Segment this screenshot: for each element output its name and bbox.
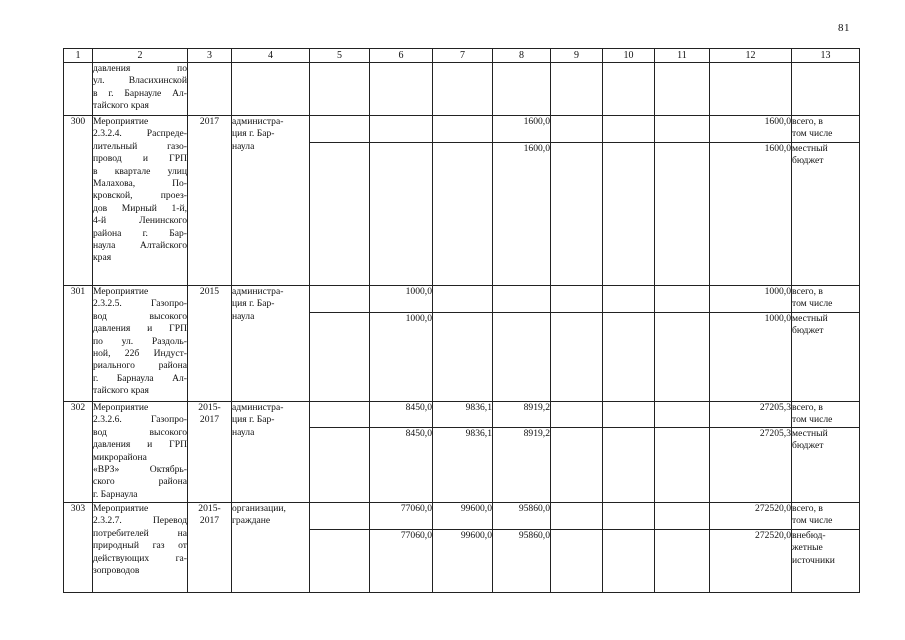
value-cell bbox=[433, 286, 493, 313]
description-line: потребителей на bbox=[93, 527, 187, 539]
description-line: Мероприятие bbox=[93, 116, 149, 127]
description-line: Мероприятие bbox=[93, 503, 149, 514]
description-line: зопроводов bbox=[93, 565, 140, 577]
value-cell bbox=[310, 503, 370, 530]
description-line: 2.3.2.7. Перевод bbox=[93, 515, 187, 527]
source-line: бюджет bbox=[792, 155, 824, 167]
value-cell bbox=[603, 503, 655, 530]
description-line: 2.3.2.6. Газопро- bbox=[93, 414, 187, 426]
description-line: края bbox=[93, 252, 112, 264]
value-cell bbox=[655, 143, 710, 286]
description-line: в квартале улиц bbox=[93, 165, 187, 177]
year-cell bbox=[188, 116, 232, 286]
description-line: действующих га- bbox=[93, 552, 187, 564]
description-line: тайского края bbox=[93, 385, 149, 397]
table-row bbox=[64, 402, 860, 428]
source-line: всего, в bbox=[792, 402, 823, 413]
value-cell bbox=[655, 428, 710, 503]
source-cell bbox=[792, 530, 860, 593]
executor-line: администра- bbox=[232, 116, 284, 127]
column-header: 9 bbox=[551, 49, 603, 63]
value-cell: 1000,0 bbox=[370, 313, 433, 402]
value-cell: 95860,0 bbox=[493, 503, 551, 530]
value-cell bbox=[551, 313, 603, 402]
executor-cell bbox=[232, 503, 310, 593]
value-cell bbox=[551, 530, 603, 593]
description-line: ского района bbox=[93, 476, 187, 488]
executor-cell bbox=[232, 116, 310, 286]
value-cell bbox=[551, 503, 603, 530]
year-cell bbox=[188, 503, 232, 593]
page-number: 81 bbox=[838, 22, 850, 34]
year-cell bbox=[188, 63, 232, 116]
source-line: всего, в bbox=[792, 116, 823, 127]
value-cell: 77060,0 bbox=[370, 530, 433, 593]
value-cell: 1600,0 bbox=[493, 143, 551, 286]
value-cell bbox=[655, 286, 710, 313]
source-cell bbox=[792, 63, 860, 116]
value-cell bbox=[310, 402, 370, 428]
description-line: вод высокого bbox=[93, 426, 187, 438]
row-number-cell: 302 bbox=[64, 402, 93, 503]
source-line: том числе bbox=[792, 298, 833, 310]
row-number-cell: 300 bbox=[64, 116, 93, 286]
column-header: 3 bbox=[188, 49, 232, 63]
description-cell bbox=[93, 286, 188, 402]
row-number-cell bbox=[64, 63, 93, 116]
value-cell bbox=[603, 286, 655, 313]
description-line: давления и ГРП bbox=[93, 439, 187, 451]
description-cell bbox=[93, 503, 188, 593]
total-cell: 272520,0 bbox=[710, 530, 792, 593]
column-header: 1 bbox=[64, 49, 93, 63]
description-line: г. Барнаула bbox=[93, 488, 138, 500]
column-header: 12 bbox=[710, 49, 792, 63]
description-line: г. Барнаула Ал- bbox=[93, 372, 187, 384]
executor-line: наула bbox=[232, 310, 255, 322]
value-cell: 99600,0 bbox=[433, 503, 493, 530]
value-cell bbox=[603, 313, 655, 402]
source-line: местный bbox=[792, 428, 828, 439]
value-cell bbox=[370, 63, 433, 116]
description-line: «ВРЗ» Октябрь- bbox=[93, 464, 187, 476]
value-cell: 8919,2 bbox=[493, 402, 551, 428]
source-cell bbox=[792, 116, 860, 143]
description-line: микрорайона bbox=[93, 451, 147, 463]
description-line: давления по bbox=[93, 63, 187, 74]
column-header: 11 bbox=[655, 49, 710, 63]
value-cell bbox=[310, 428, 370, 503]
value-cell: 77060,0 bbox=[370, 503, 433, 530]
value-cell bbox=[310, 286, 370, 313]
value-cell: 8450,0 bbox=[370, 428, 433, 503]
value-cell bbox=[370, 143, 433, 286]
description-line: 4-й Ленинского bbox=[93, 215, 187, 227]
executor-line: ция г. Бар- bbox=[232, 298, 275, 310]
table-row bbox=[64, 503, 860, 530]
value-cell bbox=[603, 116, 655, 143]
description-line: лительный газо- bbox=[93, 140, 187, 152]
column-header: 7 bbox=[433, 49, 493, 63]
executor-line: наула bbox=[232, 426, 255, 438]
source-line: всего, в bbox=[792, 286, 823, 297]
value-cell bbox=[551, 286, 603, 313]
description-line: давления и ГРП bbox=[93, 323, 187, 335]
source-line: бюджет bbox=[792, 440, 824, 452]
value-cell bbox=[551, 402, 603, 428]
value-cell bbox=[655, 530, 710, 593]
executor-line: организации, bbox=[232, 503, 286, 514]
executor-line: администра- bbox=[232, 402, 284, 413]
table-row bbox=[64, 116, 860, 143]
value-cell bbox=[603, 530, 655, 593]
value-cell bbox=[551, 63, 603, 116]
description-line: природный газ от bbox=[93, 540, 187, 552]
row-number-cell: 301 bbox=[64, 286, 93, 402]
column-header: 5 bbox=[310, 49, 370, 63]
description-line: ул. Власихинской bbox=[93, 75, 187, 87]
value-cell bbox=[551, 116, 603, 143]
description-line: в г. Барнауле Ал- bbox=[93, 87, 187, 99]
value-cell bbox=[310, 313, 370, 402]
executor-cell bbox=[232, 286, 310, 402]
row-number-cell: 303 bbox=[64, 503, 93, 593]
description-line: Мероприятие bbox=[93, 286, 149, 297]
source-line: местный bbox=[792, 313, 828, 324]
total-cell: 27205,3 bbox=[710, 428, 792, 503]
value-cell bbox=[433, 143, 493, 286]
year-cell bbox=[188, 286, 232, 402]
total-cell: 1000,0 bbox=[710, 313, 792, 402]
source-cell bbox=[792, 143, 860, 286]
value-cell bbox=[551, 143, 603, 286]
year-cell bbox=[188, 402, 232, 503]
executor-line: граждане bbox=[232, 515, 271, 527]
year-line: 2015- bbox=[198, 402, 221, 413]
description-line: Малахова, По- bbox=[93, 178, 187, 190]
column-header: 6 bbox=[370, 49, 433, 63]
budget-table bbox=[63, 48, 860, 593]
value-cell: 1600,0 bbox=[493, 116, 551, 143]
description-cell bbox=[93, 402, 188, 503]
description-line: 2.3.2.5. Газопро- bbox=[93, 298, 187, 310]
description-line: провод и ГРП bbox=[93, 153, 187, 165]
value-cell: 9836,1 bbox=[433, 428, 493, 503]
year-line: 2015- bbox=[198, 503, 221, 514]
source-line: бюджет bbox=[792, 325, 824, 337]
total-cell: 272520,0 bbox=[710, 503, 792, 530]
value-cell bbox=[603, 402, 655, 428]
value-cell: 8919,2 bbox=[493, 428, 551, 503]
source-line: жетные bbox=[792, 542, 823, 554]
executor-cell bbox=[232, 63, 310, 116]
description-line: вод высокого bbox=[93, 310, 187, 322]
year-line: 2017 bbox=[199, 515, 220, 527]
source-cell bbox=[792, 503, 860, 530]
executor-line: администра- bbox=[232, 286, 284, 297]
description-line: 2.3.2.4. Распреде- bbox=[93, 128, 187, 140]
source-cell bbox=[792, 313, 860, 402]
description-line: района г. Бар- bbox=[93, 227, 187, 239]
source-line: том числе bbox=[792, 128, 833, 140]
description-line: дов Мирный 1-й, bbox=[93, 202, 187, 214]
executor-line: ция г. Бар- bbox=[232, 128, 275, 140]
value-cell: 9836,1 bbox=[433, 402, 493, 428]
description-line: ной, 22б Индуст- bbox=[93, 348, 187, 360]
description-line: по ул. Раздоль- bbox=[93, 335, 187, 347]
value-cell bbox=[310, 530, 370, 593]
value-cell bbox=[493, 313, 551, 402]
value-cell bbox=[310, 143, 370, 286]
source-line: источники bbox=[792, 554, 835, 566]
value-cell bbox=[310, 116, 370, 143]
total-cell: 1000,0 bbox=[710, 286, 792, 313]
value-cell bbox=[655, 313, 710, 402]
value-cell bbox=[493, 63, 551, 116]
value-cell bbox=[603, 143, 655, 286]
value-cell: 1000,0 bbox=[370, 286, 433, 313]
source-cell bbox=[792, 428, 860, 503]
total-cell bbox=[710, 63, 792, 116]
source-cell bbox=[792, 402, 860, 428]
value-cell bbox=[603, 428, 655, 503]
value-cell bbox=[551, 428, 603, 503]
description-line: риального района bbox=[93, 360, 187, 372]
header-row bbox=[64, 49, 860, 63]
description-line: наула Алтайского bbox=[93, 240, 187, 252]
value-cell bbox=[310, 63, 370, 116]
source-cell bbox=[792, 286, 860, 313]
description-line: кровской, проез- bbox=[93, 190, 187, 202]
value-cell: 95860,0 bbox=[493, 530, 551, 593]
description-cell bbox=[93, 116, 188, 286]
value-cell bbox=[655, 402, 710, 428]
executor-cell bbox=[232, 402, 310, 503]
total-cell: 27205,3 bbox=[710, 402, 792, 428]
source-line: том числе bbox=[792, 414, 833, 426]
column-header: 8 bbox=[493, 49, 551, 63]
year-line: 2017 bbox=[199, 414, 220, 426]
value-cell bbox=[433, 313, 493, 402]
executor-line: наула bbox=[232, 140, 255, 152]
value-cell bbox=[655, 116, 710, 143]
year-line: 2015 bbox=[199, 286, 220, 297]
column-header: 10 bbox=[603, 49, 655, 63]
value-cell bbox=[433, 116, 493, 143]
value-cell bbox=[433, 63, 493, 116]
source-line: внебюд- bbox=[792, 530, 826, 541]
table-row-continuation bbox=[64, 63, 860, 116]
value-cell bbox=[493, 286, 551, 313]
value-cell bbox=[655, 63, 710, 116]
year-line: 2017 bbox=[199, 116, 220, 127]
description-cell bbox=[93, 63, 188, 116]
total-cell: 1600,0 bbox=[710, 143, 792, 286]
column-header: 4 bbox=[232, 49, 310, 63]
table-row bbox=[64, 286, 860, 313]
column-header: 2 bbox=[93, 49, 188, 63]
source-line: всего, в bbox=[792, 503, 823, 514]
description-line: тайского края bbox=[93, 100, 149, 112]
value-cell bbox=[370, 116, 433, 143]
description-line: Мероприятие bbox=[93, 402, 149, 413]
column-header: 13 bbox=[792, 49, 860, 63]
value-cell: 8450,0 bbox=[370, 402, 433, 428]
executor-line: ция г. Бар- bbox=[232, 414, 275, 426]
value-cell bbox=[603, 63, 655, 116]
source-line: местный bbox=[792, 143, 828, 154]
source-line: том числе bbox=[792, 515, 833, 527]
value-cell bbox=[655, 503, 710, 530]
total-cell: 1600,0 bbox=[710, 116, 792, 143]
value-cell: 99600,0 bbox=[433, 530, 493, 593]
